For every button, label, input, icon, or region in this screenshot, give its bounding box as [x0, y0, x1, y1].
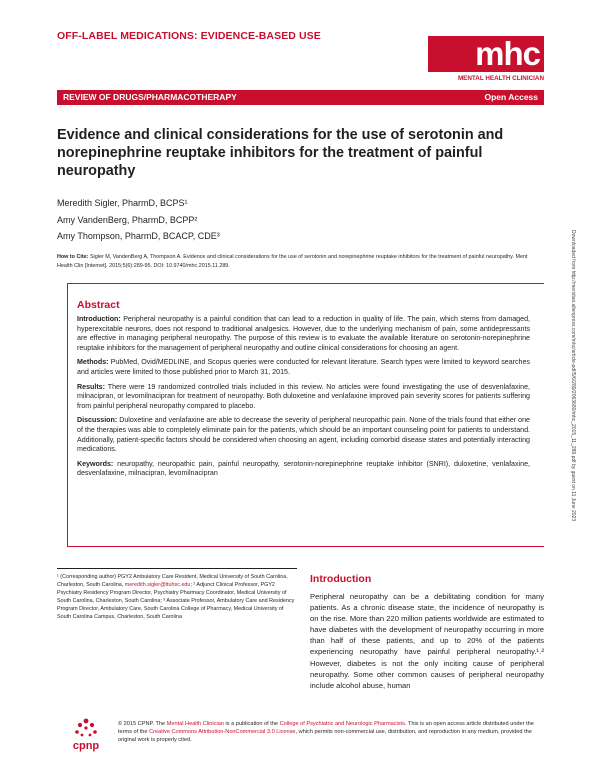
abstract-text: Duloxetine and venlafaxine are able to decrease the severity of peripheral neuropathic pain. None of the trials found that either one of the therapies was able to completely eliminate pain for the patients, which should be an important counseling point for patients to understand. Additionally, patient-specific factors should be considered when choosing an agent, including comorbid disease states and potentially interacting medications. [77, 416, 530, 454]
abstract-keywords [77, 460, 530, 479]
license-link[interactable]: Creative Commons Attribution-NonCommercial 3.0 License [149, 729, 296, 736]
footnote-text: ; ² Adjunct Clinical Professor, PGY2 Psychiatry Residency Program Director, Psychiatry Pharmacy Coordinator, Medical University of South Carolina, Charleston, South Carolina; ³ Associate Professor, Ambulatory Care and Residency Program Director, Ambulatory Care, South Carolina College of Pharmacy, Medical University of South Carolina Campus, Charleston, South Carolina [57, 582, 295, 621]
copyright-text: is a publication of the [225, 721, 279, 727]
mhc-logo: mhc [428, 36, 544, 72]
abstract-label: Keywords: [77, 459, 114, 468]
mhc-logo-subtitle: MENTAL HEALTH CLINICIAN [457, 75, 544, 82]
footnote-divider [57, 568, 297, 569]
abstract-text: neuropathy, neuropathic pain, painful neuropathy, serotonin-norepinephrine reuptake inhibitor (SNRI), duloxetine, venlafaxine, desvenlafaxine, milnacipran, levomilnacipran [77, 459, 530, 478]
copyright-notice [118, 720, 544, 745]
author-list [57, 195, 220, 245]
abstract-text: There were 19 randomized controlled trials included in this review. No articles were found investigating the use of desvenlafaxine, milnacipran, or levomilnacipran for treatment of neuropathy. Both duloxetine and venlafaxine improved pain severity scores for patients suffering from painful peripheral neuropathy compared to placebo. [77, 382, 531, 410]
copyright-text: , which permits non-commercial use, distribution, and reproduction in any medium, provided the original work is properly cited. [118, 729, 532, 744]
abstract-results [77, 383, 530, 412]
abstract-discussion [77, 416, 530, 454]
abstract-label: Methods: [77, 358, 109, 367]
author-item: Meredith Sigler, PharmD, BCPS¹ [57, 198, 188, 208]
cpnp-logo-text: cpnp [72, 740, 100, 752]
abstract-text: PubMed, Ovid/MEDLINE, and Scopus queries were conducted for relevant literature. Search types were limited to keyword searches and articles were limited to those published prior to March 31, 2015. [77, 358, 530, 376]
abstract-box [67, 283, 544, 547]
abstract-heading: Abstract [77, 299, 120, 311]
abstract-label: Results: [77, 382, 105, 391]
copyright-text: © 2015 CPNP. The [118, 721, 166, 727]
open-access-label: Open Access [484, 92, 538, 102]
how-to-cite-label: How to Cite: [57, 254, 89, 260]
section-label: OFF-LABEL MEDICATIONS: EVIDENCE-BASED USE [57, 30, 321, 42]
abstract-label: Introduction: [77, 315, 121, 323]
footnote-text: ¹ (Corresponding author) PGY2 Ambulatory Care Resident, Medical University of South Carolina, Charleston, South Carolina, [57, 574, 288, 589]
introduction-heading: Introduction [310, 573, 372, 585]
how-to-cite-text: Sigler M, VandenBerg A, Thompson A. Evidence and clinical considerations for the use of serotonin and norepinephrine reuptake inhibitors for the treatment of painful neuropathy. Ment Health Clin [Internet]. 2015;5(6):289-95. DOI: 10.9740/mhc.2015.11.289. [57, 254, 528, 269]
download-watermark: Downloaded from http://meridian.allenpress.com/mhc/article-pdf/5/6/289/2063680/mhc_2015_11_289.pdf by guest on 11 June 2023 [570, 230, 576, 522]
author-item: Amy VandenBerg, PharmD, BCPP² [57, 214, 198, 225]
abstract-label: Discussion: [77, 416, 118, 425]
author-item: Amy Thompson, PharmD, BCACP, CDE³ [57, 231, 220, 241]
journal-link[interactable]: Mental Health Clinician [166, 721, 224, 727]
category-label: REVIEW OF DRUGS/PHARMACOTHERAPY [63, 92, 237, 102]
abstract-methods [77, 358, 530, 377]
how-to-cite [57, 253, 544, 270]
category-bar [57, 90, 544, 105]
introduction-body: Peripheral neuropathy can be a debilitating condition for many patients. As a chronic disease state, the incidence of neuropathy is on the rise. More than 220 million patients worldwide are estimated to have diabetes with the development of neuropathy occurring in more than half of these patients, and up to 20% of the patients experiencing neuropathy have painful peripheral neuropathy.¹˒² However, diabetes is not the only inciting cause of peripheral neuropathy. Some other common causes of peripheral neuropathy include alcohol abuse, human [310, 592, 544, 690]
cpnp-logo-dots [75, 719, 97, 737]
author-affiliations [57, 573, 297, 622]
abstract-text: Peripheral neuropathy is a painful condition that can lead to a reduction in quality of life. The pain, which stems from damaged, hyperexcitable neurons, does not respond to traditional analgesics. However, due to the underlying mechanism of pain, some antidepressants are effective in managing peripheral neuropathy. The purpose of this review is to evaluate the available literature on serotonin-norepinephrine reuptake inhibitors for the management of peripheral neuropathy and outline clinical considerations for choosing an agent. [77, 315, 530, 352]
author-email-link[interactable]: meredith.sigler@ttuhsc.edu [124, 582, 191, 589]
abstract-introduction [77, 315, 530, 353]
cpnp-logo-icon [73, 717, 99, 741]
publisher-link[interactable]: College of Psychiatric and Neurologic Pharmacists [279, 721, 405, 727]
copyright-text: . This is an open access article distributed under the terms of the [118, 721, 534, 736]
article-title: Evidence and clinical considerations for the use of serotonin and norepinephrine reuptake inhibitors for the treatment of painful neuropathy [57, 127, 504, 179]
